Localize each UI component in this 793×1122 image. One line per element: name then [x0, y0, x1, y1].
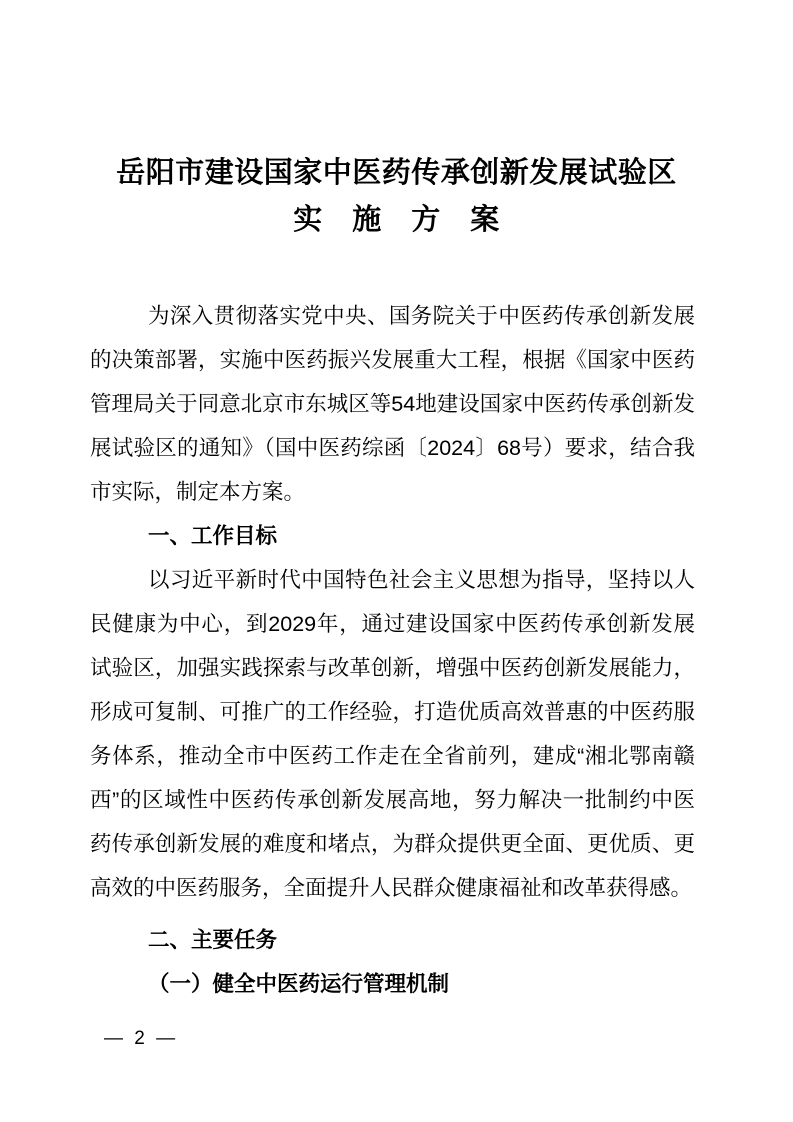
- section-heading-main-tasks: 二、主要任务: [148, 928, 278, 952]
- section-heading-work-goals: 一、工作目标: [148, 524, 278, 548]
- doc-title-line-1: 岳阳市建设国家中医药传承创新发展试验区: [116, 157, 677, 189]
- document-title: [0, 150, 793, 244]
- document-body: [90, 294, 695, 1006]
- paragraph-preamble: 为深入贯彻落实党中央、国务院关于中医药传承创新发展的决策部署，实施中医药振兴发展重大工程，根据《国家中医药管理局关于同意北京市东城区等54地建设国家中医药传承创新发展试验区的通知》（国中医药综函〔2024〕68号）要求，结合我市实际，制定本方案。: [90, 304, 695, 504]
- paragraph-goals: 以习近平新时代中国特色社会主义思想为指导，坚持以人民健康为中心，到2029年，通过建设国家中医药传承创新发展试验区，加强实践探索与改革创新，增强中医药创新发展能力，形成可复制、可推广的工作经验，打造优质高效普惠的中医药服务体系，推动全市中医药工作走在全省前列，建成“湘北鄂南赣西”的区域性中医药传承创新发展高地，努力解决一批制约中医药传承创新发展的难度和堵点，为群众提供更全面、更优质、更高效的中医药服务，全面提升人民群众健康福祉和改革获得感。: [90, 568, 695, 900]
- doc-title-line-2: 实 施 方 案: [293, 204, 500, 236]
- subsection-heading-management-mechanism: （一）健全中医药运行管理机制: [148, 972, 450, 996]
- page-number: — 2 —: [104, 1028, 179, 1049]
